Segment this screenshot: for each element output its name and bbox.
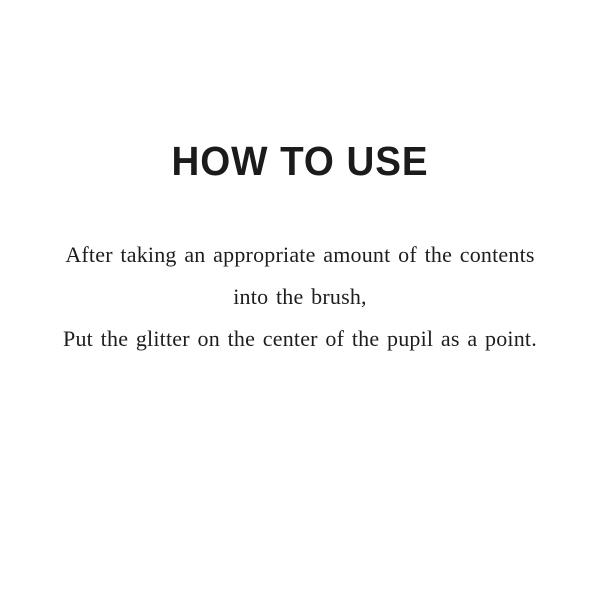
instruction-line-3: Put the glitter on the center of the pupil as a point.: [63, 326, 537, 351]
instruction-line-1: After taking an appropriate amount of the contents: [65, 242, 535, 267]
page-title: HOW TO USE: [171, 138, 429, 184]
instruction-line-2: into the brush,: [233, 284, 367, 309]
instructions-text-block: [20, 234, 580, 360]
